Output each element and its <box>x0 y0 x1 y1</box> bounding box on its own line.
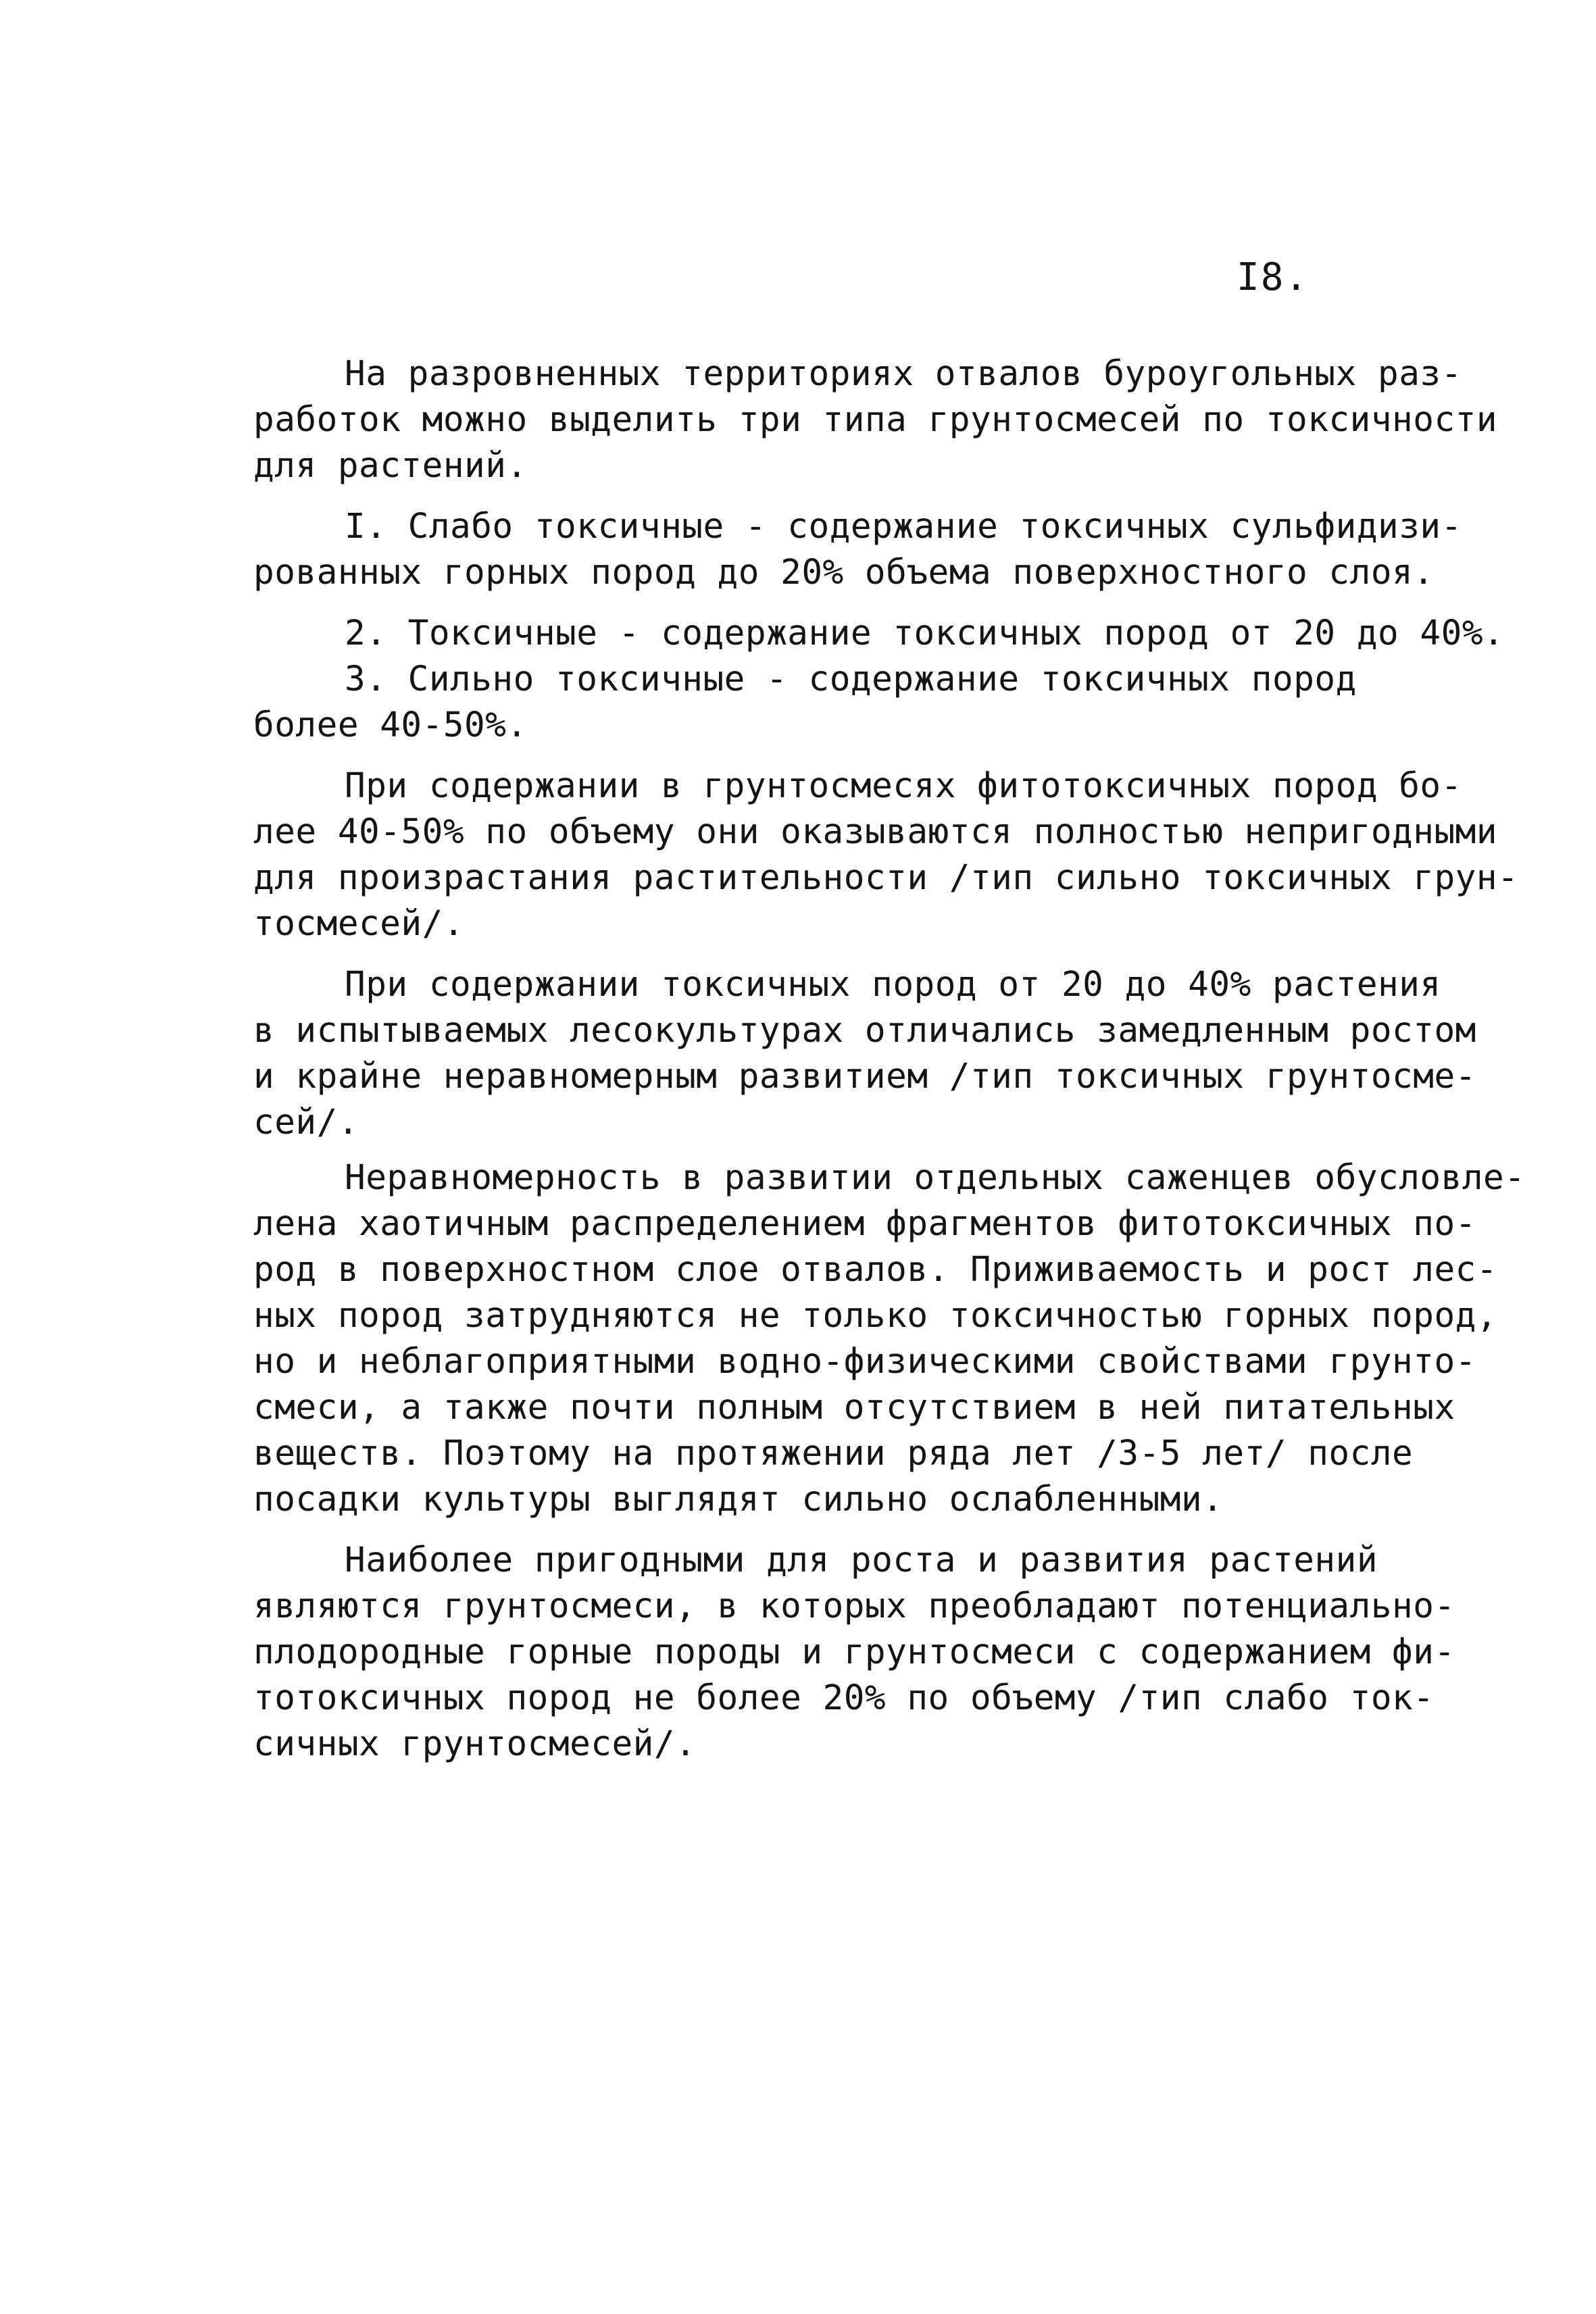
text-line: плодородные горные породы и грунтосмеси с содержанием фи- <box>253 1632 1455 1672</box>
text-line: лее 40-50% по объему они оказываются полностью непригодными <box>253 812 1498 852</box>
text-line: При содержании в грунтосмесях фитотоксичных пород бо- <box>345 766 1462 806</box>
paragraph-unevenness <box>253 1155 1526 1523</box>
text-line: рованных горных пород до 20% объема поверхностного слоя. <box>253 553 1435 593</box>
paragraph-most-suitable <box>253 1538 1455 1767</box>
text-line: ных пород затрудняются не только токсичностью горных пород, <box>253 1296 1498 1336</box>
text-line: Неравномерность в развитии отдельных саженцев обусловле- <box>345 1158 1526 1198</box>
text-line: род в поверхностном слое отвалов. Приживаемость и рост лес- <box>253 1250 1498 1290</box>
text-line: являются грунтосмеси, в которых преобладают потенциально- <box>253 1586 1455 1626</box>
text-line: сичных грунтосмесей/. <box>253 1724 697 1764</box>
text-line: но и неблагоприятными водно-физическими свойствами грунто- <box>253 1342 1476 1382</box>
paragraph-phytotoxic-above-40 <box>253 763 1519 947</box>
list-item-weakly-toxic <box>253 504 1462 596</box>
text-line: смеси, а также почти полным отсутствием в ней питательных <box>253 1388 1455 1428</box>
text-line: При содержании токсичных пород от 20 до 40% растения <box>345 965 1441 1005</box>
document-body <box>253 351 1526 1767</box>
list-item-strongly-toxic <box>253 657 1389 749</box>
text-line: и крайне неравномерным развитием /тип токсичных грунтосме- <box>253 1057 1476 1097</box>
text-line: для произрастания растительности /тип сильно токсичных грун- <box>253 858 1519 898</box>
text-line: На разровненных территориях отвалов буроугольных раз- <box>345 354 1462 394</box>
text-line: работок можно выделить три типа грунтосмесей по токсичности <box>253 400 1498 440</box>
text-line: в испытываемых лесокультурах отличались замедленным ростом <box>253 1011 1476 1051</box>
list-item-toxic <box>253 611 1505 657</box>
text-line: 2. Токсичные - содержание токсичных пород от 20 до 40%. <box>345 613 1505 653</box>
paragraph-toxic-20-40 <box>253 962 1476 1146</box>
text-line: лена хаотичным распределением фрагментов фитотоксичных по- <box>253 1204 1476 1244</box>
text-line: для растений. <box>253 446 528 486</box>
text-line: I. Слабо токсичные - содержание токсичных сульфидизи- <box>345 507 1462 547</box>
text-line: 3. Сильно токсичные - содержание токсичных пород <box>345 659 1357 699</box>
text-line: веществ. Поэтому на протяжении ряда лет /3-5 лет/ после <box>253 1434 1414 1474</box>
text-line: тотоксичных пород не более 20% по объему /тип слабо ток- <box>253 1678 1435 1718</box>
text-line: посадки культуры выглядят сильно ослабленными. <box>253 1480 1224 1519</box>
text-line: Наиболее пригодными для роста и развития растений <box>345 1540 1378 1580</box>
text-line: тосмесей/. <box>253 904 465 944</box>
text-line: более 40-50%. <box>253 705 528 745</box>
paragraph-intro <box>253 351 1498 489</box>
text-line: сей/. <box>253 1103 359 1142</box>
page-number: I8. <box>1237 255 1310 299</box>
